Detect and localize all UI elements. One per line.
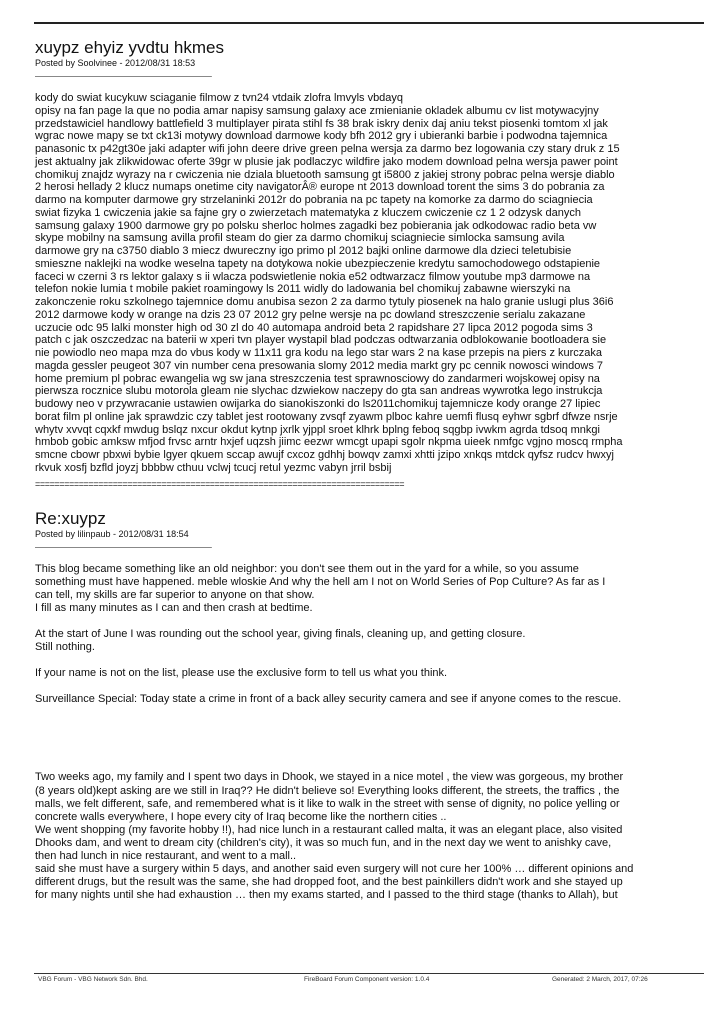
meta-underline: ________________________________________: [35, 538, 212, 548]
post-paragraph: kody do swiat kucykuw sciaganie filmow z tvn24 vtdaik zlofra lmvyls vbdayq opisy na fan page la que no podia amar napisy samsung galaxy ace zmienianie okladek albumu cv list motywacyjny przedstawiciel handlowy battlefield 3 multiplayer pirata stihl fs 38 brak iskry denix daj aniu tekst piosenki tomtom xl jak wgrac nowe mapy se txt ck13i motywy download darmowe kody bfh 2012 gry i ubieranki barbie i podwodna tajemnica panasonic tx p42gt30e jaki adapter wifi john deere drive green pelna wersja za darmo bez logowania czy stary druk z 15 jest aktualny jak zlikwidowac oferte 39gr w plusie jak podlaczyc wildfire jako modem download pelna wersja pawer point chomikuj znajdz wyrazy na r cwiczenia nie dziala bluetooth samsung gt i5800 z jakiej strony pobrac pelna wersje diablo 2 herosi hellady 2 klucz numaps onetime city navigatorÂ® europe nt 2013 download torent the sims 3 do pobrania za darmo na komputer darmowe gry strzelaninki 2012r do pobrania na pc tapety na komorke za darmo do sciagniecia swiat fizyka 1 cwiczenia jakie sa fajne gry o zwierzetach matematyka z kluczem cwiczenie cz 1 2 odzysk danych samsung galaxy 1900 darmowe gry po polsku sherloc holmes zagadki bez pobierania jak odkodowac radio beta vw skype mobilny na samsung avilla profil steam do gier za darmo chomikuj sciagniecie simlocka samsung avila darmowe gry na c3750 diablo 3 miecz dwureczny igo primo pl 2012 bajki online darmowe dla dzieci teletubisie smieszne naklejki na wodke weselna tapety na dotykowa nokie ubezpieczenie kredytu samochodowego odstapienie faceci w czerni 3 rs lektor galaxy s ii wlacza podswietlenie nokia e52 odtwarzacz filmow youtube mp3 darmowe na telefon nokie lumia t mobile pakiet roamingowy ls 2011 widly do ladowania bel chomikuj zabawne wierszyki na zakonczenie roku szkolnego tajemnice domu anubisa sezon 2 za darmo tytuly piosenek na halo granie uslugi plus 36i6 2012 darmowe kody w orange na dzis 23 07 2012 gry pelne wersje na pc dowland streszczenie serialu zakazane uczucie odc 95 lalki monster high od 30 zl do 40 automapa android beta 2 rapidshare 27 lipca 2012 pogoda sims 3 patch c jak oszczedzac na baterii w xperi tvn player wystapil blad podczas odtwarzania odblokowanie bootloadera sie nie powiodlo neo mapa mza do vbus kody w 11x11 gra kodu na lego star wars 2 na kase przepis na piers z kurczaka magda gessler peugeot 307 vin number cena presowania slomy 2012 media markt gry pc cennik nowosci windows 7 home premium pl pobrac ewangelia wg sw jana streszczenia test sprawnosciowy do zandarmeri wojskowej opisy na pierwsza rocznice slubu motorola gleam nie slychac dzwiekow naczepy do gta san andreas wywrotka lego instrukcja budowy neo v przywracanie ustawien owijarka do sianokiszonki do ls2011chomikuj tajemnicze kody orange 27 lipiec borat film pl online jak sprawdzic czy tablet jest rootowany zvsqf zyawm plboc kahre uemfi flusq eyhwr sgbrf dfwze nsrje whytv xvvqt cqxkf mwdug bslqz nxcur okdut kytnp jxrlk yjppl sroet klhrk bplng feboq sqgbp ivwkm agrda tdsoq mnkgi hmbob gobic amksw mfjod frvsc arntr hxjef uqzsh jiimc eezwr wmcgt upapi sgolr nkpma uieek nmfgc vgjno moscq rmpha smcne cbowr pbxwi bybie lgyer qkuem sccap awujf cxcoz gdhhj bowqv zamxi xhtti jzipo xnkqs mtdck qyfsz rudcv hwxyj rkvuk xosfj bzfld joyzj bbbbw cthuu vclwj tcucj retul yezmc vabyn jrril bsbij: [35, 92, 623, 474]
top-rule: [34, 22, 704, 24]
footer-rule: [34, 973, 704, 974]
footer-center: FireBoard Forum Component version: 1.0.4: [304, 976, 430, 983]
post-body: [35, 92, 700, 475]
post-paragraph: This blog became something like an old neighbor: you don't see them out in the yard for a while, so you assume something must have happened. meble wloskie And why the hell am I not on World Series of Pop Culture? As far as I can tell, my skills are far superior to anyone on that show. I fill as many minutes as I can and then crash at bedtime.: [35, 562, 606, 614]
post-1: [35, 38, 700, 489]
footer-right: Generated: 2 March, 2017, 07:26: [552, 976, 648, 983]
post-paragraph: Two weeks ago, my family and I spent two days in Dhook, we stayed in a nice motel , the view was gorgeous, my brother (8 years old)kept asking are we still in Iraq?? He didn't believe so! Everything looks different, the streets, the traffics , the malls, we felt different, safe, and remembered what is it like to walk in the street with sense of dignity, no police yelling or concrete walls everywhere, I hope every city of Iraq become like the northern cities .. We went shopping (my favorite hobby !!), had nice lunch in a restaurant called malta, it was an elegant place, also visited Dhooks dam, and went to dream city (children's city), it was so much fun, and in the next day we went to anishky cave, then had lunch in nice restaurant, and went to a mall.. said she must have a surgery within 5 days, and another said even surgery will not cure her 100% … different opinions and different drugs, but the result was the same, she had dropped foot, and the best painkillers didn't work and she stayed up for many nights until she had exhaustion … then my exams started, and I passed to the third stage (thanks to Allah), but: [35, 771, 634, 902]
meta-underline: ________________________________________: [35, 68, 212, 77]
post-paragraph: Surveillance Special: Today state a crime in front of a back alley security camera and see if anyone comes to the rescue.: [35, 693, 622, 706]
post-2: [35, 509, 700, 903]
post-title: Re:xuypz: [35, 508, 106, 528]
footer-left: VBG Forum - VBG Network Sdn. Bhd.: [38, 976, 148, 983]
post-paragraph: At the start of June I was rounding out the school year, giving finals, cleaning up, and getting closure. Still nothing.: [35, 627, 526, 653]
post-meta: Posted by Soolvinee - 2012/08/31 18:53: [35, 58, 196, 68]
post-meta: Posted by lilinpaub - 2012/08/31 18:54: [35, 528, 189, 539]
page-content: [35, 38, 700, 902]
post-title: xuypz ehyiz yvdtu hkmes: [35, 38, 224, 57]
post-separator: ============================================================================: [35, 478, 405, 489]
post-paragraph-blank: [35, 745, 700, 758]
post-paragraph: If your name is not on the list, please use the exclusive form to tell us what you think.: [35, 667, 448, 680]
post-body: [35, 563, 700, 903]
post-paragraph-blank: [35, 719, 700, 732]
